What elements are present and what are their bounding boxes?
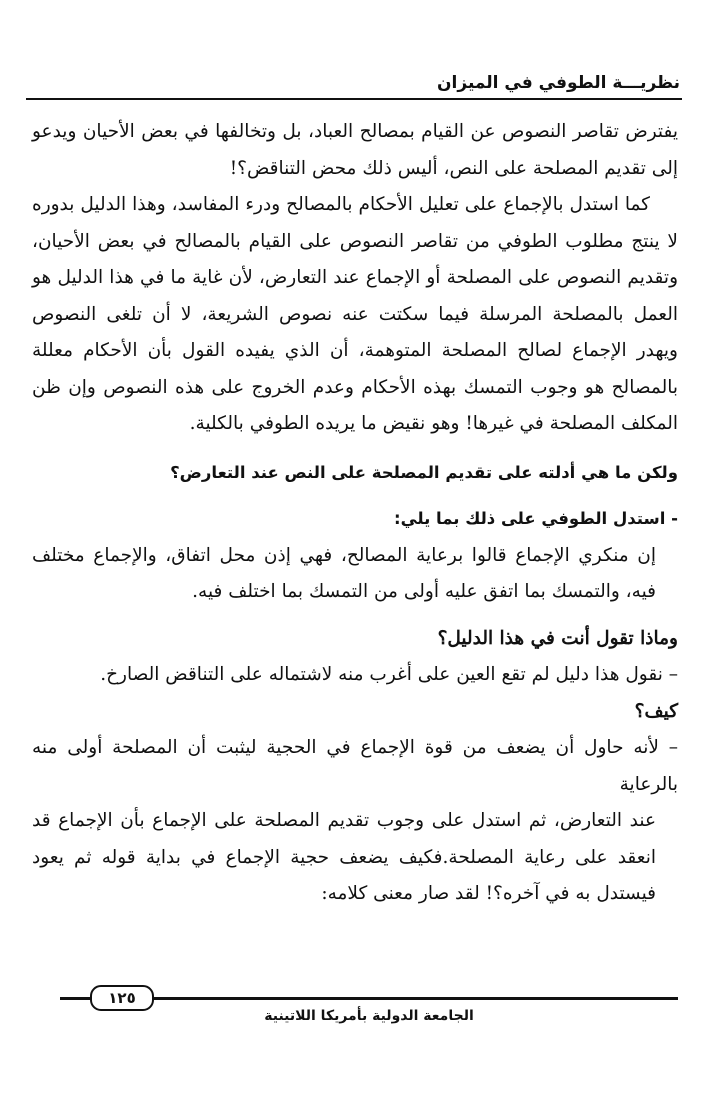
answer-2: – نقول هذا دليل لم تقع العين على أغرب منه لاشتماله على التناقض الصارخ. bbox=[100, 664, 678, 685]
publisher-name: الجامعة الدولية بأمريكا اللاتينية bbox=[264, 1008, 474, 1024]
footer-rule bbox=[146, 997, 678, 1000]
argument-heading: - استدل الطوفي على ذلك بما يلي: bbox=[394, 509, 678, 528]
paragraph-1-line-2: إلى تقديم المصلحة على النص، أليس ذلك محض التناقض؟! bbox=[229, 157, 678, 179]
section-question-heading: ولكن ما هي أدلته على تقديم المصلحة على النص عند التعارض؟ bbox=[170, 462, 678, 482]
footer-rule-left bbox=[60, 997, 90, 1000]
answer-3-first-line: – لأنه حاول أن يضعف من قوة الإجماع في الحجية ليثبت أن المصلحة أولى منه بالرعاية bbox=[32, 737, 678, 795]
question-2: وماذا تقول أنت في هذا الدليل؟ bbox=[437, 627, 678, 649]
question-3: كيف؟ bbox=[634, 700, 678, 722]
running-header: نظريـــة الطوفي في الميزان bbox=[437, 73, 680, 93]
page-body bbox=[32, 114, 678, 913]
paragraph-2: كما استدل بالإجماع على تعليل الأحكام بالمصالح ودرء المفاسد، وهذا الدليل بدوره لا ينتج مطلوب الطوفي من تقاصر النصوص على القيام بالمصالح في بعض الأحيان، وتقديم النصوص على المصلحة أو الإجماع عند التعارض، لأن غاية ما في هذا الدليل هو العمل بالمصلحة المرسلة فيما سكتت عنه نصوص الشريعة، لا أن تلغى النصوص ويهدر الإجماع لصالح المصلحة المتوهمة، أن الذي يفيده القول بأن الأحكام معللة بالمصالح هو وجوب التمسك بهذه الأحكام وعدم الخروج على هذه النصوص وإن ظن المكلف المصلحة في غيرها! وهو نقيض ما يريده الطوفي بالكلية. bbox=[32, 194, 678, 434]
paragraph-1-line-1: يفترض تقاصر النصوص عن القيام بمصالح العباد، بل وتخالفها في بعض الأحيان ويدعو bbox=[32, 121, 678, 142]
argument-text: إن منكري الإجماع قالوا برعاية المصالح، فهي إذن محل اتفاق، والإجماع مختلف فيه، والتمسك بما اتفق عليه أولى من التمسك بما اختلف فيه. bbox=[32, 544, 656, 602]
answer-3-continuation: عند التعارض، ثم استدل على وجوب تقديم المصلحة على الإجماع بأن الإجماع قد انعقد على رعاية المصلحة.فكيف يضعف حجية الإجماع في بداية قوله ثم يعود فيستدل به في آخره؟! لقد صار معنى كلامه: bbox=[32, 810, 656, 904]
header-divider bbox=[26, 98, 682, 100]
page-number: ١٢٥ bbox=[90, 985, 154, 1011]
